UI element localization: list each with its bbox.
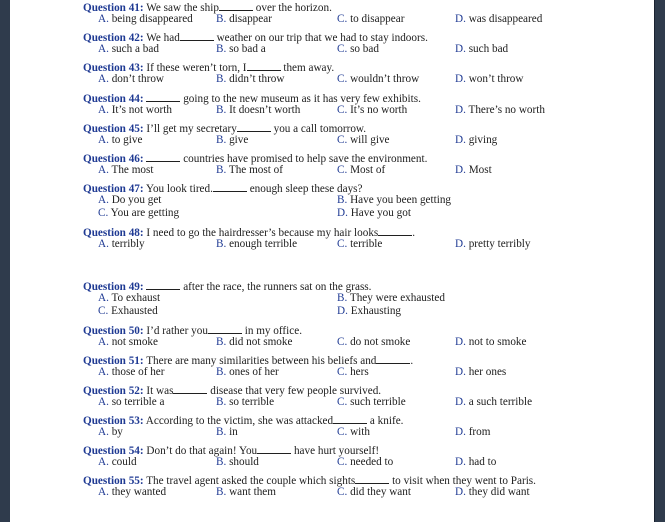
option-text: The most of	[228, 164, 283, 176]
question-text-before-blank: We saw the ship	[143, 2, 219, 14]
option-text: The most	[111, 164, 154, 176]
page-edge-divider	[654, 0, 655, 522]
option-letter: D.	[455, 426, 466, 438]
option-text: They were exhausted	[349, 292, 445, 304]
question-text-before-blank: There are many similarities between his beliefs and	[143, 355, 377, 367]
option-text: did not smoke	[229, 336, 293, 348]
option-text: You are getting	[110, 207, 180, 219]
option-letter: B.	[216, 73, 227, 85]
answer-options-row	[98, 194, 638, 207]
option-letter: C.	[337, 134, 348, 146]
answer-options-row	[98, 456, 638, 469]
question-number: Question 53:	[83, 415, 144, 427]
option-text: a such terrible	[468, 396, 533, 408]
option-letter: C.	[337, 104, 348, 116]
option-text: Most of	[350, 164, 386, 176]
option-letter: B.	[337, 194, 348, 206]
answer-options-row	[98, 207, 638, 220]
option-text: to give	[111, 134, 143, 146]
question-text-after-blank: you a call tomorrow.	[270, 123, 367, 135]
option-text: do not smoke	[350, 336, 411, 348]
answer-option	[98, 134, 142, 147]
option-text: terrible	[350, 238, 383, 250]
answer-blank	[208, 323, 242, 334]
option-text: to disappear	[350, 13, 405, 25]
question-number: Question 49:	[83, 281, 144, 293]
question-text-before-blank: According to the victim, she was attacked	[143, 415, 334, 427]
question-text-after-blank: going to the new museum as it has very few exhibits.	[180, 93, 421, 105]
answer-option	[98, 366, 165, 379]
answer-blank	[173, 383, 207, 394]
option-text: Have you been getting	[350, 194, 452, 206]
option-letter: B.	[216, 13, 227, 25]
option-text: It’s no worth	[350, 104, 408, 116]
question-number: Question 46:	[83, 153, 144, 165]
option-letter: D.	[455, 456, 466, 468]
option-letter: A.	[98, 104, 109, 116]
option-letter: B.	[216, 104, 227, 116]
answer-blank	[355, 473, 389, 484]
option-letter: A.	[98, 134, 109, 146]
option-text: won’t throw	[468, 73, 524, 85]
answer-option	[98, 73, 164, 86]
answer-options-row	[98, 13, 638, 26]
question-number: Question 52:	[83, 385, 144, 397]
answer-option	[216, 43, 266, 56]
option-letter: B.	[216, 238, 227, 250]
option-text: such terrible	[350, 396, 406, 408]
option-letter: B.	[216, 426, 227, 438]
question-text-after-blank: enough sleep these days?	[246, 183, 363, 195]
answer-option	[216, 486, 276, 499]
answer-option	[216, 164, 283, 177]
option-text: with	[350, 426, 370, 438]
answer-option	[216, 13, 272, 26]
option-letter: A.	[98, 238, 109, 250]
option-text: by	[111, 426, 123, 438]
answer-blank	[378, 225, 412, 236]
question-text-after-blank: after the race, the runners sat on the grass.	[180, 281, 372, 293]
question-text-after-blank: to visit when they went to Paris.	[389, 475, 536, 487]
option-letter: C.	[337, 396, 348, 408]
option-letter: A.	[98, 43, 109, 55]
option-text: her ones	[468, 366, 507, 378]
option-text: enough terrible	[229, 238, 298, 250]
answer-blank	[333, 413, 367, 424]
question-text-before-blank: It was	[143, 385, 174, 397]
answer-option	[337, 292, 445, 305]
option-text: ones of her	[229, 366, 279, 378]
option-letter: D.	[455, 43, 466, 55]
option-letter: D.	[455, 134, 466, 146]
answer-option	[98, 43, 159, 56]
answer-options-row	[98, 366, 638, 379]
option-text: To exhaust	[111, 292, 161, 304]
answer-option	[337, 238, 382, 251]
answer-option	[455, 456, 496, 469]
option-letter: B.	[216, 456, 227, 468]
answer-option	[98, 305, 158, 318]
option-text: such bad	[468, 43, 509, 55]
answer-option	[216, 396, 274, 409]
answer-option	[216, 366, 279, 379]
question-number: Question 48:	[83, 227, 144, 239]
answer-options-row	[98, 73, 638, 86]
answer-blank	[213, 181, 247, 192]
option-letter: A.	[98, 194, 109, 206]
answer-options-row	[98, 336, 638, 349]
answer-blank	[237, 121, 271, 132]
answer-option	[98, 336, 158, 349]
question-number: Question 42:	[83, 32, 144, 44]
answer-option	[337, 207, 411, 220]
question-text-before-blank: The travel agent asked the couple which sights	[143, 475, 356, 487]
option-letter: C.	[337, 238, 348, 250]
option-letter: B.	[216, 486, 227, 498]
option-text: so bad a	[229, 43, 266, 55]
question-text-after-blank: disease that very few people survived.	[207, 385, 382, 397]
answer-blank	[219, 0, 253, 11]
question-text-before-blank: I’ll get my secretary	[143, 123, 237, 135]
option-letter: D.	[455, 336, 466, 348]
option-letter: D.	[455, 104, 466, 116]
answer-option	[98, 456, 137, 469]
option-text: such a bad	[111, 43, 159, 55]
question-number: Question 45:	[83, 123, 144, 135]
option-text: not smoke	[111, 336, 158, 348]
option-text: give	[229, 134, 249, 146]
option-letter: D.	[337, 207, 348, 219]
option-text: in	[229, 426, 238, 438]
question-number: Question 41:	[83, 2, 144, 14]
answer-option	[337, 73, 419, 86]
option-letter: A.	[98, 336, 109, 348]
answer-option	[216, 104, 300, 117]
option-text: There’s no worth	[468, 104, 545, 116]
option-letter: C.	[98, 305, 109, 317]
answer-option	[337, 456, 393, 469]
answer-options-row	[98, 292, 638, 305]
option-text: from	[468, 426, 491, 438]
question-text-after-blank: them away.	[280, 62, 335, 74]
option-letter: C.	[337, 43, 348, 55]
question-text-after-blank: .	[412, 227, 416, 239]
answer-option	[337, 43, 379, 56]
option-letter: D.	[337, 305, 348, 317]
answer-blank	[180, 30, 214, 41]
answer-option	[337, 194, 451, 207]
option-text: so terrible a	[111, 396, 165, 408]
option-letter: A.	[98, 164, 109, 176]
option-letter: D.	[455, 486, 466, 498]
answer-option	[216, 456, 259, 469]
answer-option	[337, 164, 385, 177]
option-letter: C.	[337, 366, 348, 378]
option-text: they wanted	[111, 486, 167, 498]
option-letter: D.	[455, 13, 466, 25]
question-number: Question 47:	[83, 183, 144, 195]
option-text: so terrible	[229, 396, 275, 408]
answer-options-row	[98, 104, 638, 117]
answer-options-row	[98, 164, 638, 177]
question-text-after-blank: in my office.	[241, 325, 302, 337]
answer-option	[98, 164, 153, 177]
answer-option	[216, 426, 238, 439]
answer-option	[455, 366, 506, 379]
option-text: they did want	[468, 486, 530, 498]
option-text: so bad	[350, 43, 379, 55]
answer-option	[455, 43, 508, 56]
answer-options-row	[98, 43, 638, 56]
option-text: Do you get	[111, 194, 162, 206]
option-text: Exhausted	[111, 305, 158, 317]
answer-option	[455, 104, 545, 117]
question-text-after-blank: countries have promised to help save the environment.	[180, 153, 428, 165]
option-letter: D.	[455, 164, 466, 176]
answer-blank	[146, 279, 180, 290]
answer-option	[337, 336, 410, 349]
option-letter: C.	[337, 456, 348, 468]
option-letter: A.	[98, 456, 109, 468]
option-text: terribly	[111, 238, 145, 250]
answer-option	[455, 486, 530, 499]
answer-option	[216, 336, 292, 349]
question-text-after-blank: a knife.	[367, 415, 404, 427]
answer-options-row	[98, 305, 638, 318]
answer-option	[98, 238, 145, 251]
answer-option	[98, 13, 193, 26]
option-letter: C.	[337, 426, 348, 438]
question-number: Question 55:	[83, 475, 144, 487]
option-letter: D.	[455, 396, 466, 408]
answer-option	[455, 238, 531, 251]
option-text: being disappeared	[111, 13, 193, 25]
answer-option	[337, 13, 404, 26]
option-letter: A.	[98, 366, 109, 378]
option-letter: A.	[98, 292, 109, 304]
option-text: wouldn’t throw	[350, 73, 420, 85]
worksheet-page	[10, 0, 655, 522]
option-text: disappear	[229, 13, 272, 25]
question-text-before-blank: I need to go the hairdresser’s because my hair looks	[143, 227, 379, 239]
option-text: giving	[468, 134, 498, 146]
answer-option	[455, 396, 532, 409]
question-text-before-blank: I’d rather you	[143, 325, 208, 337]
option-letter: D.	[455, 238, 466, 250]
answer-blank	[376, 353, 410, 364]
option-letter: D.	[455, 366, 466, 378]
option-text: Most	[468, 164, 492, 176]
option-text: did they want	[350, 486, 411, 498]
option-letter: D.	[455, 73, 466, 85]
answer-option	[216, 238, 297, 251]
answer-option	[455, 13, 542, 26]
answer-option	[455, 426, 490, 439]
option-letter: B.	[216, 164, 227, 176]
option-text: didn’t throw	[229, 73, 285, 85]
option-letter: B.	[216, 396, 227, 408]
option-letter: C.	[337, 164, 348, 176]
option-letter: A.	[98, 13, 109, 25]
question-text-after-blank: weather on our trip that we had to stay indoors.	[213, 32, 428, 44]
answer-options-row	[98, 238, 638, 251]
question-number: Question 50:	[83, 325, 144, 337]
answer-blank	[146, 91, 180, 102]
option-letter: C.	[98, 207, 109, 219]
question-text-after-blank: .	[410, 355, 414, 367]
option-letter: C.	[337, 73, 348, 85]
option-text: should	[229, 456, 259, 468]
question-text-before-blank: If these weren’t torn, I	[143, 62, 247, 74]
option-text: hers	[350, 366, 369, 378]
answer-option	[337, 104, 407, 117]
answer-option	[337, 426, 370, 439]
answer-blank	[257, 443, 291, 454]
answer-option	[455, 336, 527, 349]
option-text: Have you got	[350, 207, 411, 219]
option-text: It doesn’t worth	[229, 104, 301, 116]
option-text: had to	[468, 456, 497, 468]
answer-options-row	[98, 486, 638, 499]
answer-option	[98, 207, 179, 220]
answer-blank	[146, 151, 180, 162]
option-letter: B.	[337, 292, 348, 304]
answer-option	[98, 426, 123, 439]
option-text: don’t throw	[111, 73, 164, 85]
answer-options-row	[98, 134, 638, 147]
option-text: Exhausting	[350, 305, 402, 317]
answer-option	[337, 366, 369, 379]
question-text-before-blank: You look tired.	[143, 183, 213, 195]
answer-option	[98, 396, 165, 409]
option-letter: C.	[337, 486, 348, 498]
answer-option	[98, 292, 160, 305]
option-letter: A.	[98, 486, 109, 498]
answer-option	[455, 134, 497, 147]
option-letter: C.	[337, 336, 348, 348]
option-letter: B.	[216, 336, 227, 348]
question-number: Question 43:	[83, 62, 144, 74]
answer-options-row	[98, 396, 638, 409]
option-text: want them	[229, 486, 276, 498]
question-number: Question 54:	[83, 445, 144, 457]
answer-blank	[247, 60, 281, 71]
answer-option	[216, 134, 248, 147]
option-letter: B.	[216, 366, 227, 378]
answer-option	[98, 194, 161, 207]
answer-option	[216, 73, 284, 86]
option-letter: B.	[216, 43, 227, 55]
option-letter: C.	[337, 13, 348, 25]
answer-option	[337, 134, 390, 147]
option-text: needed to	[350, 456, 394, 468]
option-letter: A.	[98, 396, 109, 408]
option-text: It’s not worth	[111, 104, 172, 116]
answer-option	[337, 486, 411, 499]
question-number: Question 44:	[83, 93, 144, 105]
option-text: pretty terribly	[468, 238, 531, 250]
answer-option	[98, 486, 166, 499]
option-letter: A.	[98, 73, 109, 85]
option-letter: B.	[216, 134, 227, 146]
answer-option	[337, 396, 406, 409]
answer-option	[337, 305, 401, 318]
question-text-after-blank: over the horizon.	[252, 2, 332, 14]
option-text: not to smoke	[468, 336, 527, 348]
answer-option	[455, 164, 492, 177]
option-text: was disappeared	[468, 13, 543, 25]
question-text-after-blank: have hurt yourself!	[291, 445, 380, 457]
question-number: Question 51:	[83, 355, 144, 367]
option-letter: A.	[98, 426, 109, 438]
answer-option	[455, 73, 523, 86]
option-text: those of her	[111, 366, 165, 378]
question-text-before-blank: We had	[143, 32, 180, 44]
option-text: will give	[350, 134, 390, 146]
answer-option	[98, 104, 172, 117]
answer-options-row	[98, 426, 638, 439]
question-text-before-blank: Don’t do that again! You	[143, 445, 258, 457]
option-text: could	[111, 456, 137, 468]
